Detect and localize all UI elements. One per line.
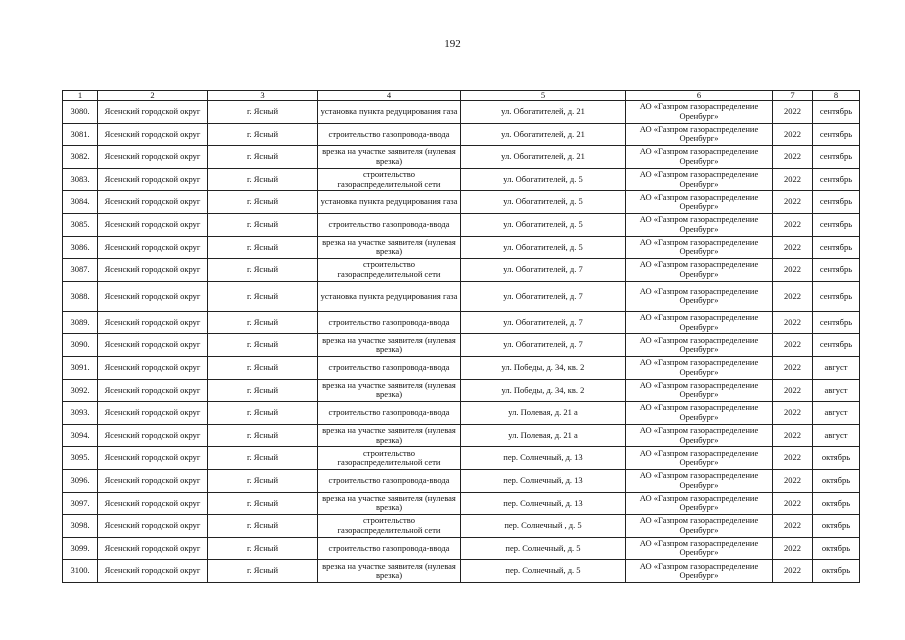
organization-cell: АО «Газпром газораспределение Оренбург» xyxy=(626,213,773,236)
column-header-3: 3 xyxy=(208,91,318,101)
work-type-cell: строительство газопровода-ввода xyxy=(318,537,461,560)
table-row xyxy=(63,236,860,259)
year-cell: 2022 xyxy=(773,537,813,560)
district-cell: Ясенский городской округ xyxy=(98,356,208,379)
address-cell: ул. Обогатителей, д. 5 xyxy=(461,213,626,236)
district-cell: Ясенский городской округ xyxy=(98,191,208,214)
organization-cell: АО «Газпром газораспределение Оренбург» xyxy=(626,191,773,214)
district-cell: Ясенский городской округ xyxy=(98,537,208,560)
column-header-1: 1 xyxy=(63,91,98,101)
year-cell: 2022 xyxy=(773,515,813,538)
work-type-cell: строительство газораспределительной сети xyxy=(318,168,461,191)
district-cell: Ясенский городской округ xyxy=(98,379,208,402)
organization-cell: АО «Газпром газораспределение Оренбург» xyxy=(626,492,773,515)
address-cell: ул. Обогатителей, д. 5 xyxy=(461,168,626,191)
address-cell: ул. Обогатителей, д. 7 xyxy=(461,281,626,311)
district-cell: Ясенский городской округ xyxy=(98,447,208,470)
organization-cell: АО «Газпром газораспределение Оренбург» xyxy=(626,311,773,334)
row-number-cell: 3087. xyxy=(63,259,98,282)
work-type-cell: врезка на участке заявителя (нулевая врезка) xyxy=(318,146,461,169)
locality-cell: г. Ясный xyxy=(208,101,318,124)
row-number-cell: 3091. xyxy=(63,356,98,379)
locality-cell: г. Ясный xyxy=(208,537,318,560)
organization-cell: АО «Газпром газораспределение Оренбург» xyxy=(626,469,773,492)
month-cell: сентябрь xyxy=(813,146,860,169)
column-header-7: 7 xyxy=(773,91,813,101)
locality-cell: г. Ясный xyxy=(208,515,318,538)
organization-cell: АО «Газпром газораспределение Оренбург» xyxy=(626,424,773,447)
page-number: 192 xyxy=(444,38,461,50)
district-cell: Ясенский городской округ xyxy=(98,259,208,282)
locality-cell: г. Ясный xyxy=(208,213,318,236)
address-cell: ул. Победы, д. 34, кв. 2 xyxy=(461,379,626,402)
address-cell: ул. Обогатителей, д. 21 xyxy=(461,123,626,146)
work-type-cell: строительство газопровода-ввода xyxy=(318,356,461,379)
address-cell: ул. Полевая, д. 21 а xyxy=(461,402,626,425)
locality-cell: г. Ясный xyxy=(208,236,318,259)
district-cell: Ясенский городской округ xyxy=(98,213,208,236)
locality-cell: г. Ясный xyxy=(208,424,318,447)
row-number-cell: 3094. xyxy=(63,424,98,447)
locality-cell: г. Ясный xyxy=(208,259,318,282)
locality-cell: г. Ясный xyxy=(208,469,318,492)
work-type-cell: строительство газопровода-ввода xyxy=(318,123,461,146)
month-cell: октябрь xyxy=(813,560,860,583)
work-type-cell: установка пункта редуцирования газа xyxy=(318,281,461,311)
month-cell: август xyxy=(813,424,860,447)
organization-cell: АО «Газпром газораспределение Оренбург» xyxy=(626,447,773,470)
organization-cell: АО «Газпром газораспределение Оренбург» xyxy=(626,560,773,583)
work-type-cell: строительство газопровода-ввода xyxy=(318,402,461,425)
year-cell: 2022 xyxy=(773,191,813,214)
locality-cell: г. Ясный xyxy=(208,356,318,379)
district-cell: Ясенский городской округ xyxy=(98,515,208,538)
district-cell: Ясенский городской округ xyxy=(98,560,208,583)
year-cell: 2022 xyxy=(773,311,813,334)
district-cell: Ясенский городской округ xyxy=(98,469,208,492)
work-type-cell: строительство газопровода-ввода xyxy=(318,311,461,334)
year-cell: 2022 xyxy=(773,334,813,357)
column-header-6: 6 xyxy=(626,91,773,101)
month-cell: сентябрь xyxy=(813,236,860,259)
work-type-cell: врезка на участке заявителя (нулевая врезка) xyxy=(318,236,461,259)
locality-cell: г. Ясный xyxy=(208,123,318,146)
district-cell: Ясенский городской округ xyxy=(98,424,208,447)
district-cell: Ясенский городской округ xyxy=(98,492,208,515)
table-row xyxy=(63,560,860,583)
table-row xyxy=(63,334,860,357)
row-number-cell: 3086. xyxy=(63,236,98,259)
month-cell: сентябрь xyxy=(813,191,860,214)
address-cell: ул. Обогатителей, д. 5 xyxy=(461,236,626,259)
organization-cell: АО «Газпром газораспределение Оренбург» xyxy=(626,259,773,282)
table-row xyxy=(63,515,860,538)
row-number-cell: 3092. xyxy=(63,379,98,402)
row-number-cell: 3082. xyxy=(63,146,98,169)
organization-cell: АО «Газпром газораспределение Оренбург» xyxy=(626,356,773,379)
table-row xyxy=(63,213,860,236)
work-type-cell: врезка на участке заявителя (нулевая врезка) xyxy=(318,560,461,583)
row-number-cell: 3081. xyxy=(63,123,98,146)
month-cell: сентябрь xyxy=(813,334,860,357)
locality-cell: г. Ясный xyxy=(208,334,318,357)
address-cell: пер. Солнечный, д. 13 xyxy=(461,469,626,492)
locality-cell: г. Ясный xyxy=(208,191,318,214)
month-cell: сентябрь xyxy=(813,281,860,311)
month-cell: октябрь xyxy=(813,537,860,560)
year-cell: 2022 xyxy=(773,379,813,402)
column-header-5: 5 xyxy=(461,91,626,101)
month-cell: август xyxy=(813,402,860,425)
year-cell: 2022 xyxy=(773,236,813,259)
month-cell: октябрь xyxy=(813,447,860,470)
month-cell: сентябрь xyxy=(813,123,860,146)
table-row xyxy=(63,356,860,379)
year-cell: 2022 xyxy=(773,560,813,583)
table-row xyxy=(63,191,860,214)
table-row xyxy=(63,259,860,282)
row-number-cell: 3100. xyxy=(63,560,98,583)
address-cell: ул. Обогатителей, д. 21 xyxy=(461,146,626,169)
work-type-cell: врезка на участке заявителя (нулевая врезка) xyxy=(318,379,461,402)
organization-cell: АО «Газпром газораспределение Оренбург» xyxy=(626,101,773,124)
row-number-cell: 3089. xyxy=(63,311,98,334)
table-row xyxy=(63,469,860,492)
work-type-cell: строительство газопровода-ввода xyxy=(318,469,461,492)
column-header-4: 4 xyxy=(318,91,461,101)
district-cell: Ясенский городской округ xyxy=(98,334,208,357)
year-cell: 2022 xyxy=(773,424,813,447)
address-cell: пер. Солнечный, д. 13 xyxy=(461,492,626,515)
row-number-cell: 3083. xyxy=(63,168,98,191)
address-cell: пер. Солнечный , д. 5 xyxy=(461,515,626,538)
address-cell: ул. Обогатителей, д. 7 xyxy=(461,259,626,282)
row-number-cell: 3099. xyxy=(63,537,98,560)
month-cell: сентябрь xyxy=(813,213,860,236)
row-number-cell: 3093. xyxy=(63,402,98,425)
locality-cell: г. Ясный xyxy=(208,560,318,583)
work-type-cell: врезка на участке заявителя (нулевая врезка) xyxy=(318,492,461,515)
header-row xyxy=(63,91,860,101)
locality-cell: г. Ясный xyxy=(208,447,318,470)
organization-cell: АО «Газпром газораспределение Оренбург» xyxy=(626,168,773,191)
locality-cell: г. Ясный xyxy=(208,379,318,402)
organization-cell: АО «Газпром газораспределение Оренбург» xyxy=(626,402,773,425)
address-cell: пер. Солнечный, д. 13 xyxy=(461,447,626,470)
work-type-cell: врезка на участке заявителя (нулевая врезка) xyxy=(318,424,461,447)
locality-cell: г. Ясный xyxy=(208,311,318,334)
year-cell: 2022 xyxy=(773,213,813,236)
organization-cell: АО «Газпром газораспределение Оренбург» xyxy=(626,281,773,311)
row-number-cell: 3096. xyxy=(63,469,98,492)
organization-cell: АО «Газпром газораспределение Оренбург» xyxy=(626,123,773,146)
district-cell: Ясенский городской округ xyxy=(98,311,208,334)
district-cell: Ясенский городской округ xyxy=(98,402,208,425)
address-cell: пер. Солнечный, д. 5 xyxy=(461,537,626,560)
district-cell: Ясенский городской округ xyxy=(98,123,208,146)
month-cell: сентябрь xyxy=(813,259,860,282)
organization-cell: АО «Газпром газораспределение Оренбург» xyxy=(626,379,773,402)
locality-cell: г. Ясный xyxy=(208,281,318,311)
table-row xyxy=(63,123,860,146)
district-cell: Ясенский городской округ xyxy=(98,281,208,311)
table-row xyxy=(63,101,860,124)
registry-table xyxy=(62,90,860,583)
year-cell: 2022 xyxy=(773,146,813,169)
work-type-cell: строительство газораспределительной сети xyxy=(318,447,461,470)
year-cell: 2022 xyxy=(773,259,813,282)
year-cell: 2022 xyxy=(773,447,813,470)
month-cell: октябрь xyxy=(813,469,860,492)
table-body xyxy=(63,101,860,583)
month-cell: октябрь xyxy=(813,515,860,538)
address-cell: ул. Обогатителей, д. 5 xyxy=(461,191,626,214)
address-cell: ул. Обогатителей, д. 21 xyxy=(461,101,626,124)
organization-cell: АО «Газпром газораспределение Оренбург» xyxy=(626,515,773,538)
month-cell: октябрь xyxy=(813,492,860,515)
column-header-8: 8 xyxy=(813,91,860,101)
district-cell: Ясенский городской округ xyxy=(98,101,208,124)
row-number-cell: 3080. xyxy=(63,101,98,124)
row-number-cell: 3085. xyxy=(63,213,98,236)
row-number-cell: 3097. xyxy=(63,492,98,515)
district-cell: Ясенский городской округ xyxy=(98,168,208,191)
locality-cell: г. Ясный xyxy=(208,168,318,191)
locality-cell: г. Ясный xyxy=(208,146,318,169)
address-cell: пер. Солнечный, д. 5 xyxy=(461,560,626,583)
table-row xyxy=(63,311,860,334)
year-cell: 2022 xyxy=(773,168,813,191)
row-number-cell: 3095. xyxy=(63,447,98,470)
month-cell: сентябрь xyxy=(813,168,860,191)
year-cell: 2022 xyxy=(773,402,813,425)
table-row xyxy=(63,492,860,515)
row-number-cell: 3088. xyxy=(63,281,98,311)
row-number-cell: 3098. xyxy=(63,515,98,538)
work-type-cell: установка пункта редуцирования газа xyxy=(318,191,461,214)
table-row xyxy=(63,379,860,402)
month-cell: август xyxy=(813,379,860,402)
table-row xyxy=(63,424,860,447)
table-row xyxy=(63,168,860,191)
year-cell: 2022 xyxy=(773,101,813,124)
table-row xyxy=(63,447,860,470)
work-type-cell: установка пункта редуцирования газа xyxy=(318,101,461,124)
organization-cell: АО «Газпром газораспределение Оренбург» xyxy=(626,236,773,259)
organization-cell: АО «Газпром газораспределение Оренбург» xyxy=(626,146,773,169)
month-cell: сентябрь xyxy=(813,101,860,124)
district-cell: Ясенский городской округ xyxy=(98,146,208,169)
work-type-cell: строительство газораспределительной сети xyxy=(318,259,461,282)
year-cell: 2022 xyxy=(773,469,813,492)
table-row xyxy=(63,537,860,560)
address-cell: ул. Полевая, д. 21 а xyxy=(461,424,626,447)
month-cell: август xyxy=(813,356,860,379)
row-number-cell: 3090. xyxy=(63,334,98,357)
table-row xyxy=(63,281,860,311)
work-type-cell: строительство газопровода-ввода xyxy=(318,213,461,236)
month-cell: сентябрь xyxy=(813,311,860,334)
address-cell: ул. Обогатителей, д. 7 xyxy=(461,311,626,334)
district-cell: Ясенский городской округ xyxy=(98,236,208,259)
year-cell: 2022 xyxy=(773,123,813,146)
work-type-cell: врезка на участке заявителя (нулевая врезка) xyxy=(318,334,461,357)
organization-cell: АО «Газпром газораспределение Оренбург» xyxy=(626,334,773,357)
work-type-cell: строительство газораспределительной сети xyxy=(318,515,461,538)
address-cell: ул. Победы, д. 34, кв. 2 xyxy=(461,356,626,379)
row-number-cell: 3084. xyxy=(63,191,98,214)
address-cell: ул. Обогатителей, д. 7 xyxy=(461,334,626,357)
table-row xyxy=(63,402,860,425)
year-cell: 2022 xyxy=(773,281,813,311)
locality-cell: г. Ясный xyxy=(208,402,318,425)
organization-cell: АО «Газпром газораспределение Оренбург» xyxy=(626,537,773,560)
year-cell: 2022 xyxy=(773,356,813,379)
table-row xyxy=(63,146,860,169)
year-cell: 2022 xyxy=(773,492,813,515)
locality-cell: г. Ясный xyxy=(208,492,318,515)
column-header-2: 2 xyxy=(98,91,208,101)
